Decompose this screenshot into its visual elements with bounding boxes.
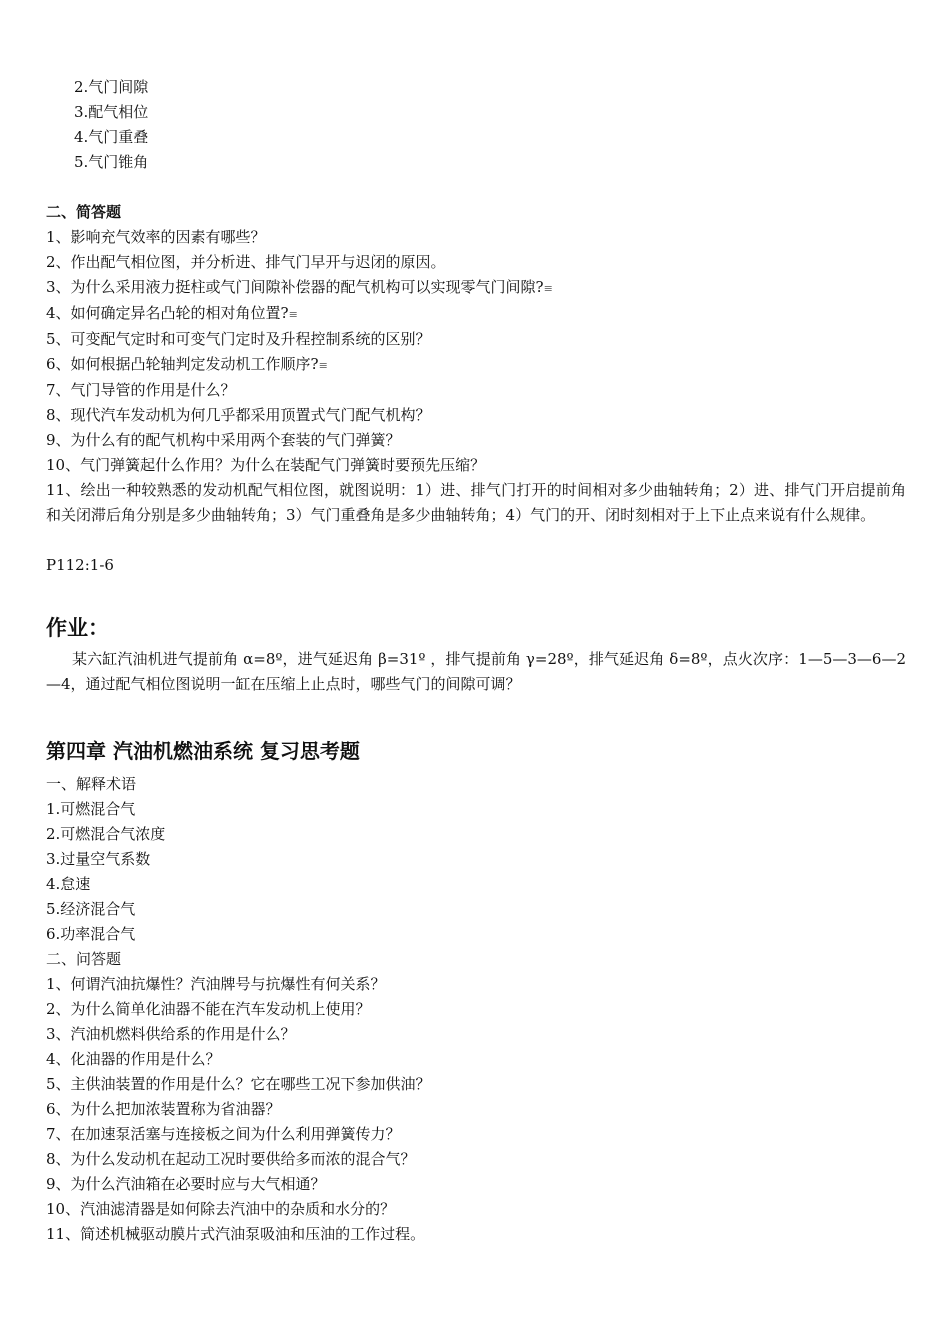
term-item: 2.可燃混合气浓度 [46, 825, 166, 843]
term-item: 4.气门重叠 [74, 128, 149, 146]
chapter-title: 第四章 汽油机燃油系统 复习思考题 [46, 739, 360, 763]
term-item: 6.功率混合气 [46, 925, 136, 943]
term-item: 3.过量空气系数 [46, 850, 151, 868]
question-item: 10、气门弹簧起什么作用？为什么在装配气门弹簧时要预先压缩？ [46, 456, 486, 474]
question-item [46, 301, 906, 327]
short-answer-questions [46, 225, 906, 528]
question-item: 8、现代汽车发动机为何几乎都采用顶置式气门配气机构？ [46, 406, 431, 424]
spacer [46, 528, 906, 553]
section-heading: 二、问答题 [46, 950, 122, 968]
question-item: 11、简述机械驱动膜片式汽油泵吸油和压油的工作过程。 [46, 1225, 426, 1243]
question-text: 6、如何根据凸轮轴判定发动机工作顺序? [46, 355, 319, 373]
spacer [46, 697, 906, 722]
question-item: 5、可变配气定时和可变气门定时及升程控制系统的区别？ [46, 330, 431, 348]
question-item: 11、绘出一种较熟悉的发动机配气相位图，就图说明：1）进、排气门打开的时间相对多少曲轴转角；2）进、排气门开启提前角和关闭滞后角分别是多少曲轴转角；3）气门重叠角是多少曲轴转角；4）气门的开、闭时刻相对于上下止点来说有什么规律。 [46, 481, 906, 524]
spacer [46, 578, 906, 603]
term-item: 2.气门间隙 [74, 78, 149, 96]
top-terms-list [46, 75, 906, 175]
term-item: 4.怠速 [46, 875, 91, 893]
question-item: 7、气门导管的作用是什么？ [46, 381, 236, 399]
paragraph-marker: ≡ [318, 359, 328, 372]
spacer [46, 175, 906, 200]
question-item: 9、为什么汽油箱在必要时应与大气相通？ [46, 1175, 326, 1193]
paragraph-marker: ≡ [543, 282, 553, 295]
section-heading: 一、解释术语 [46, 775, 137, 793]
page-reference: P112:1-6 [46, 556, 114, 574]
homework-heading: 作业： [46, 616, 109, 640]
question-item: 3、汽油机燃料供给系的作用是什么？ [46, 1025, 296, 1043]
question-item [46, 352, 906, 378]
section-heading: 二、简答题 [46, 203, 122, 221]
question-item: 1、何谓汽油抗爆性？汽油牌号与抗爆性有何关系？ [46, 975, 386, 993]
question-item: 1、影响充气效率的因素有哪些？ [46, 228, 266, 246]
term-item: 5.气门锥角 [74, 153, 149, 171]
chapter4-terms-list [46, 797, 906, 947]
question-item: 6、为什么把加浓装置称为省油器？ [46, 1100, 281, 1118]
question-item: 4、化油器的作用是什么？ [46, 1050, 221, 1068]
question-item: 9、为什么有的配气机构中采用两个套装的气门弹簧？ [46, 431, 401, 449]
question-item: 5、主供油装置的作用是什么？它在哪些工况下参加供油？ [46, 1075, 431, 1093]
question-text: 3、为什么采用液力挺柱或气门间隙补偿器的配气机构可以实现零气门间隙? [46, 278, 544, 296]
question-item [46, 275, 906, 301]
chapter4-questions [46, 972, 906, 1247]
term-item: 1.可燃混合气 [46, 800, 136, 818]
document-page [46, 75, 906, 1247]
question-text: 4、如何确定异名凸轮的相对角位置? [46, 304, 289, 322]
question-item: 7、在加速泵活塞与连接板之间为什么利用弹簧传力？ [46, 1125, 401, 1143]
term-item: 5.经济混合气 [46, 900, 136, 918]
paragraph-marker: ≡ [288, 308, 298, 321]
term-item: 3.配气相位 [74, 103, 149, 121]
question-item: 2、为什么简单化油器不能在汽车发动机上使用？ [46, 1000, 371, 1018]
question-item: 10、汽油滤清器是如何除去汽油中的杂质和水分的？ [46, 1200, 396, 1218]
homework-text: 某六缸汽油机进气提前角 α=8º，进气延迟角 β=31º ，排气提前角 γ=28º，排气延迟角 δ=8º，点火次序：1—5—3—6—2—4，通过配气相位图说明一缸在压缩上止点时，哪些气门的间隙可调？ [46, 650, 906, 693]
question-item: 2、作出配气相位图，并分析进、排气门早开与迟闭的原因。 [46, 253, 446, 271]
question-item: 8、为什么发动机在起动工况时要供给多而浓的混合气？ [46, 1150, 416, 1168]
